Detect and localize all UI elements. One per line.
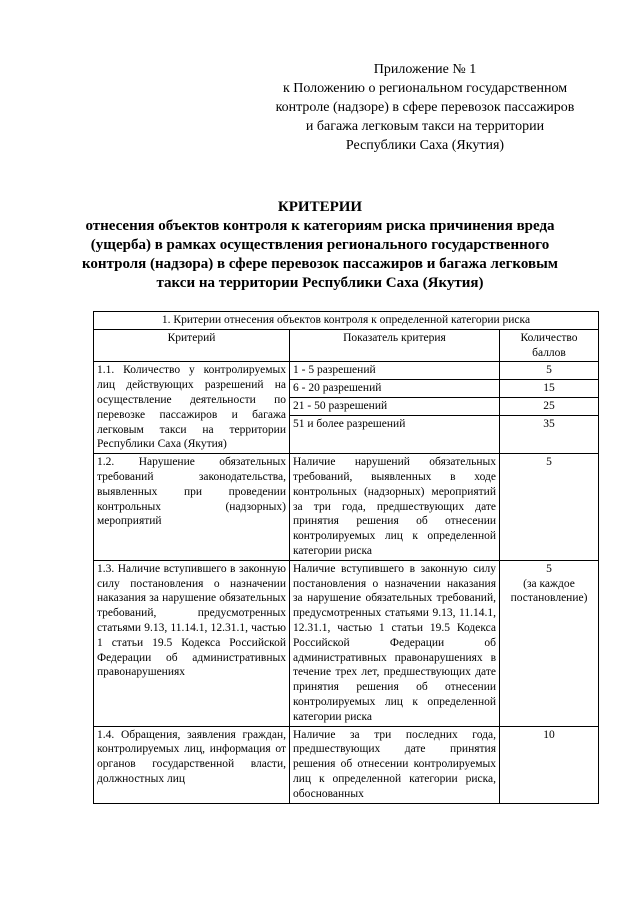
points-cell bbox=[500, 560, 599, 726]
table-row bbox=[94, 362, 599, 454]
points-cell: 5 bbox=[500, 454, 599, 561]
points-subrow: 35 bbox=[543, 417, 555, 430]
table-caption: 1. Критерии отнесения объектов контроля к определенной категории риска bbox=[94, 312, 599, 330]
indicator-cell: Наличие нарушений обязательных требований, выявленных в ходе контрольных (надзорных) мероприятий за три года, предшествующих дате принятия решения об отнесении контролируемых лиц к определенной категории риска bbox=[290, 454, 500, 561]
criterion-cell: 1.3. Наличие вступившего в законную силу постановления о назначении наказания за нарушение обязательных требований, предусмотренных статьями 9.13, 11.14.1, 12.31.1, частью 1 статьи 19.5 Кодекса Российской Федерации об административных правонарушениях bbox=[94, 560, 290, 726]
table-caption-row bbox=[94, 312, 599, 330]
criterion-cell: 1.1. Количество у контролируемых лиц действующих разрешений на осуществление деятельности по перевозке пассажиров и багажа легковым такси на территории Республики Саха (Якутия) bbox=[94, 362, 290, 454]
indicator-subrow: 21 - 50 разрешений bbox=[290, 398, 499, 416]
indicator-subrow: 6 - 20 разрешений bbox=[290, 380, 499, 398]
criteria-table bbox=[93, 311, 599, 804]
points-note: (за каждое постановление) bbox=[510, 577, 588, 605]
appendix-line: Приложение № 1 bbox=[373, 62, 477, 77]
points-cell: 10 bbox=[500, 726, 599, 803]
appendix-line: Республики Саха (Якутия) bbox=[345, 138, 505, 153]
table-row bbox=[94, 726, 599, 803]
appendix-line: и багажа легковым такси на территории bbox=[305, 119, 545, 134]
table-row bbox=[94, 560, 599, 726]
points-value: 5 bbox=[546, 562, 552, 575]
document-heading bbox=[70, 198, 570, 293]
appendix-line: контроле (надзоре) в сфере перевозок пассажиров bbox=[275, 100, 575, 115]
subtitle-line: контроля (надзора) в сфере перевозок пассажиров и багажа легковым bbox=[81, 256, 559, 272]
indicator-subrow: 51 и более разрешений bbox=[293, 417, 406, 430]
criterion-cell: 1.2. Нарушение обязательных требований законодательства, выявленных при проведении контрольных (надзорных) мероприятий bbox=[94, 454, 290, 561]
indicator-subrow: 1 - 5 разрешений bbox=[290, 362, 499, 380]
header-indicator: Показатель критерия bbox=[290, 329, 500, 362]
points-cell bbox=[500, 362, 599, 454]
points-subrow: 15 bbox=[500, 380, 598, 398]
subtitle-line: такси на территории Республики Саха (Якутия) bbox=[156, 275, 484, 291]
subtitle-line: (ущерба) в рамках осуществления регионального государственного bbox=[90, 237, 550, 253]
header-criterion: Критерий bbox=[94, 329, 290, 362]
document-subtitle bbox=[70, 217, 570, 293]
appendix-reference bbox=[245, 60, 605, 155]
header-points: Количество баллов bbox=[500, 329, 599, 362]
table-header-row bbox=[94, 329, 599, 362]
indicator-cell bbox=[290, 362, 500, 454]
points-subrow: 5 bbox=[500, 362, 598, 380]
subtitle-line: отнесения объектов контроля к категориям риска причинения вреда bbox=[85, 218, 555, 234]
points-subrow: 25 bbox=[500, 398, 598, 416]
indicator-cell: Наличие вступившего в законную силу постановления о назначении наказания за нарушение обязательных требований, предусмотренных статьями 9.13, 11.14.1, 12.31.1, частью 1 статьи 19.5 Кодекса Российской Федерации об административных правонарушениях в течение трех лет, предшествующих дате принятия решения об отнесении контролируемых лиц к определенной категории риска bbox=[290, 560, 500, 726]
criterion-cell: 1.4. Обращения, заявления граждан, контролируемых лиц, информация от органов государственной власти, должностных лиц bbox=[94, 726, 290, 803]
table-row bbox=[94, 454, 599, 561]
indicator-cell: Наличие за три последних года, предшествующих дате принятия решения об отнесении контролируемых лиц к определенной категории риска, обоснованных bbox=[290, 726, 500, 803]
document-title: КРИТЕРИИ bbox=[277, 199, 363, 215]
appendix-line: к Положению о региональном государственном bbox=[282, 81, 568, 96]
